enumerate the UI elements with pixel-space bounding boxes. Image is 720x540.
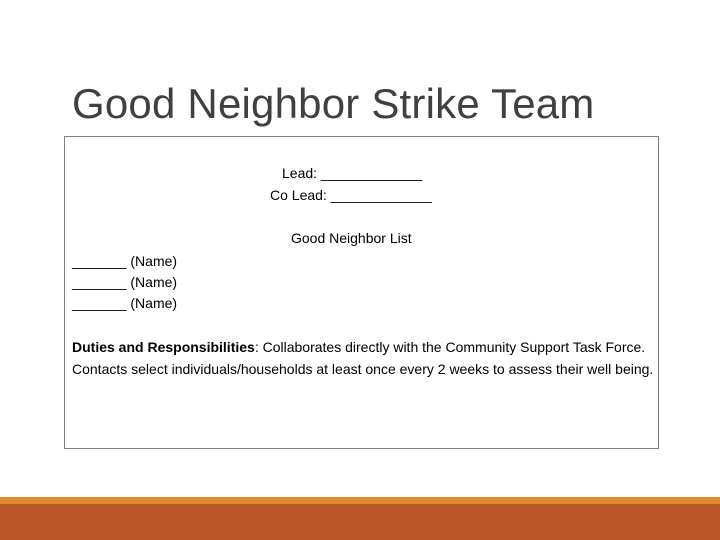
duties-label: Duties and Responsibilities bbox=[72, 339, 255, 355]
name-list bbox=[72, 251, 177, 314]
co-lead-line: Co Lead: _____________ bbox=[270, 187, 432, 203]
footer-accent-stripe bbox=[0, 497, 720, 504]
content-box bbox=[64, 136, 659, 449]
footer-bar bbox=[0, 504, 720, 540]
name-entry: _______ (Name) bbox=[72, 295, 178, 311]
duties-text: : Collaborates directly with the Community Support Task Force. Contacts select individuals/households at least once every 2 weeks to assess their well being. bbox=[72, 339, 654, 377]
name-entry: _______ (Name) bbox=[72, 274, 178, 290]
good-neighbor-list-heading: Good Neighbor List bbox=[291, 230, 412, 246]
duties-paragraph bbox=[72, 336, 657, 380]
name-entry: _______ (Name) bbox=[72, 253, 178, 269]
lead-line: Lead: _____________ bbox=[282, 165, 423, 181]
slide-title: Good Neighbor Strike Team bbox=[72, 80, 595, 127]
